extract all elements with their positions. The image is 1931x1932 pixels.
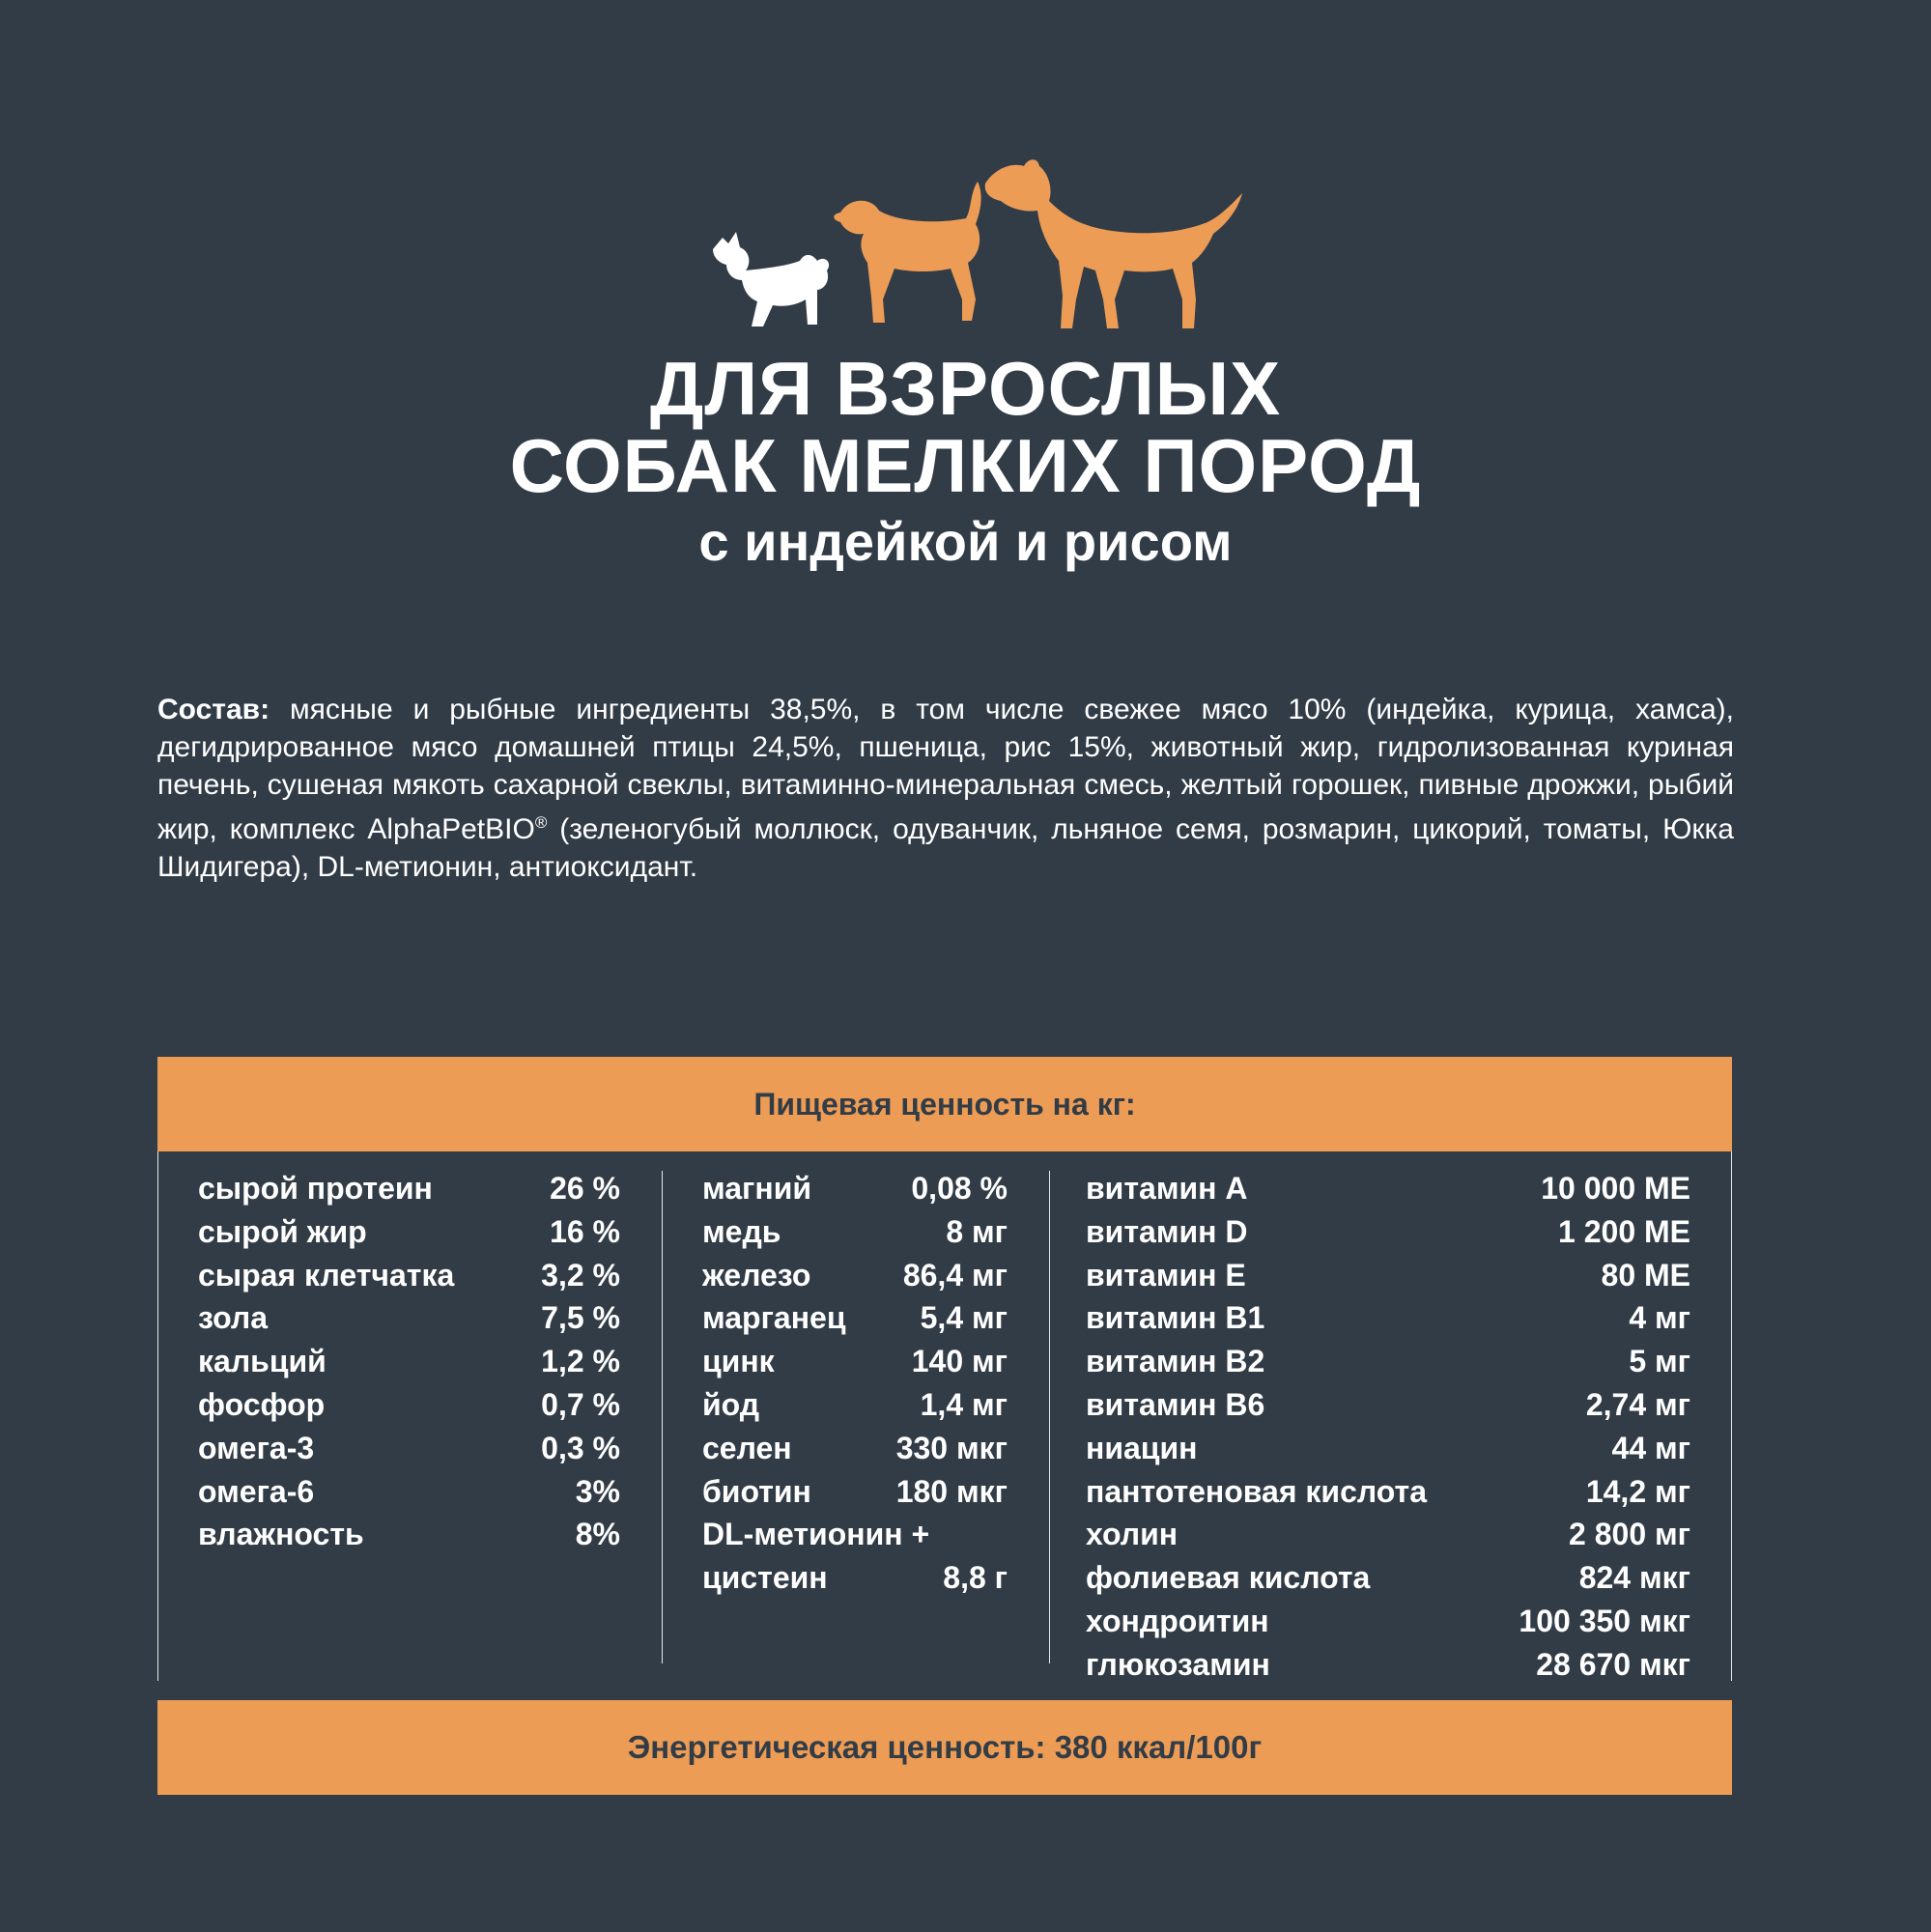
nutrient-value: 5,4 мг [920,1300,1008,1336]
nutrient-name: влажность [198,1517,364,1552]
nutrient-row [1086,1210,1690,1254]
nutrition-column-3 [1086,1167,1690,1687]
nutrient-name: сырой протеин [198,1171,433,1206]
nutrient-value: 0,08 % [911,1171,1008,1206]
column-divider [662,1171,663,1663]
nutrient-value: 2,74 мг [1585,1386,1690,1422]
nutrient-value: 80 МЕ [1601,1257,1690,1293]
nutrient-row [1086,1383,1690,1427]
nutrient-row [702,1383,1008,1427]
nutrition-column-1 [198,1167,620,1556]
nutrient-row [702,1470,1008,1514]
composition-body-end: (зеленогубый моллюск, одуванчик, льняное семя, розмарин, цикорий, томаты, Юкка Шидигера), DL-метионин, антиоксидант. [157,813,1734,883]
nutrient-row [1086,1167,1690,1210]
nutrient-row [198,1340,620,1383]
nutrient-row [702,1254,1008,1297]
nutrient-name: сырая клетчатка [198,1257,455,1293]
nutrient-row [198,1383,620,1427]
nutrient-value: 7,5 % [541,1300,620,1336]
nutrient-row [1086,1254,1690,1297]
small-dog-icon [713,232,829,327]
composition-body: мясные и рыбные ингредиенты 38,5%, в том числе свежее мясо 10% (индейка, курица, хамса), дегидрированное мясо домашней птицы 24,5%, пшеница, рис 15%, животный жир, гидролизованная куриная печень, сушеная мякоть сахарной свеклы, витаминно-минеральная смесь, желтый горошек, пивные дрожжи, рыбий жир, комплекс AlphaPetBIO [157,694,1734,845]
nutrient-name: витамин А [1086,1171,1248,1206]
nutrition-column-2 [702,1167,1008,1600]
nutrient-value: 4 мг [1629,1300,1690,1336]
nutrient-name: биотин [702,1473,811,1509]
nutrient-name: йод [702,1386,760,1422]
nutrient-row [198,1470,620,1514]
nutrient-name: магний [702,1171,812,1206]
nutrient-row [198,1254,620,1297]
nutrition-header [157,1057,1732,1151]
nutrient-name: селен [702,1430,792,1465]
nutrient-name: витамин E [1086,1257,1246,1293]
nutrient-row [1086,1296,1690,1340]
nutrient-name: кальций [198,1344,327,1379]
nutrient-row [1086,1470,1690,1514]
nutrient-row [702,1427,1008,1470]
composition-text [157,691,1734,886]
nutrient-value: 3,2 % [541,1257,620,1293]
trademark-symbol: ® [534,813,548,832]
nutrient-value: 330 мкг [895,1430,1008,1465]
nutrient-row [702,1340,1008,1383]
nutrient-name: медь [702,1213,781,1249]
nutrient-value: 8,8 г [943,1560,1008,1596]
nutrient-row [1086,1513,1690,1556]
nutrient-name: марганец [702,1300,846,1336]
nutrient-name: витамин D [1086,1213,1248,1249]
nutrient-row [702,1513,1008,1556]
dog-sizes-illustration [705,155,1246,338]
nutrient-value: 0,3 % [541,1430,620,1465]
nutrient-row [198,1513,620,1556]
nutrient-name: цистеин [702,1560,828,1596]
nutrient-name: сырой жир [198,1213,367,1249]
title-subtitle: с индейкой и рисом [698,511,1233,572]
nutrient-value: 1,4 мг [920,1386,1008,1422]
nutrient-value: 0,7 % [541,1386,620,1422]
nutrient-value: 44 мг [1611,1430,1690,1465]
nutrient-name: фолиевая кислота [1086,1560,1371,1596]
energy-value-text: Энергетическая ценность: 380 ккал/100г [627,1729,1263,1765]
nutrient-name: витамин B1 [1086,1300,1265,1336]
nutrient-row [702,1296,1008,1340]
title-line-2: СОБАК МЕЛКИХ ПОРОД [509,423,1422,508]
nutrient-row [1086,1427,1690,1470]
nutrient-row [1086,1643,1690,1687]
nutrient-name: омега-3 [198,1430,315,1465]
nutrient-row [198,1296,620,1340]
nutrient-value: 86,4 мг [902,1257,1008,1293]
nutrient-value: 1 200 МЕ [1558,1213,1690,1249]
large-dog-icon [985,159,1242,328]
nutrient-row [702,1556,1008,1600]
nutrient-row [702,1167,1008,1210]
column-divider [1049,1171,1050,1663]
nutrient-name: цинк [702,1344,775,1379]
nutrient-value: 100 350 мкг [1519,1603,1690,1638]
nutrient-name: DL-метионин + [702,1517,930,1552]
nutrient-row [1086,1340,1690,1383]
nutrient-name: хондроитин [1086,1603,1269,1638]
nutrient-value: 16 % [550,1213,620,1249]
nutrient-value: 3% [575,1473,620,1509]
nutrient-name: витамин B2 [1086,1344,1265,1379]
nutrient-value: 8 мг [946,1213,1008,1249]
nutrient-value: 26 % [550,1171,620,1206]
nutrient-name: ниацин [1086,1430,1198,1465]
nutrient-value: 180 мкг [895,1473,1008,1509]
nutrient-row [1086,1556,1690,1600]
nutrient-name: зола [198,1300,268,1336]
nutrient-name: витамин B6 [1086,1386,1265,1422]
nutrient-value: 8% [575,1517,620,1552]
nutrient-value: 28 670 мкг [1536,1646,1690,1682]
nutrient-row [198,1427,620,1470]
nutrient-name: глюкозамин [1086,1646,1270,1682]
nutrient-row [198,1167,620,1210]
medium-dog-icon [834,182,980,323]
nutrient-name: пантотеновая кислота [1086,1473,1428,1509]
nutrient-row [198,1210,620,1254]
nutrient-name: фосфор [198,1386,326,1422]
composition-label: Состав: [157,694,270,725]
nutrient-row [1086,1600,1690,1643]
title-line-1: ДЛЯ ВЗРОСЛЫХ [649,346,1282,431]
nutrient-name: омега-6 [198,1473,315,1509]
nutrient-value: 1,2 % [541,1344,620,1379]
nutrient-value: 140 мг [911,1344,1008,1379]
nutrient-value: 824 мкг [1578,1560,1690,1596]
nutrient-value: 10 000 МЕ [1541,1171,1690,1206]
nutrient-name: железо [702,1257,811,1293]
nutrient-value: 2 800 мг [1569,1517,1690,1552]
nutrient-name: холин [1086,1517,1178,1552]
nutrition-header-text: Пищевая ценность на кг: [753,1086,1136,1122]
nutrient-value: 5 мг [1629,1344,1690,1379]
energy-banner [157,1700,1732,1795]
nutrient-value: 14,2 мг [1585,1473,1690,1509]
nutrient-row [702,1210,1008,1254]
